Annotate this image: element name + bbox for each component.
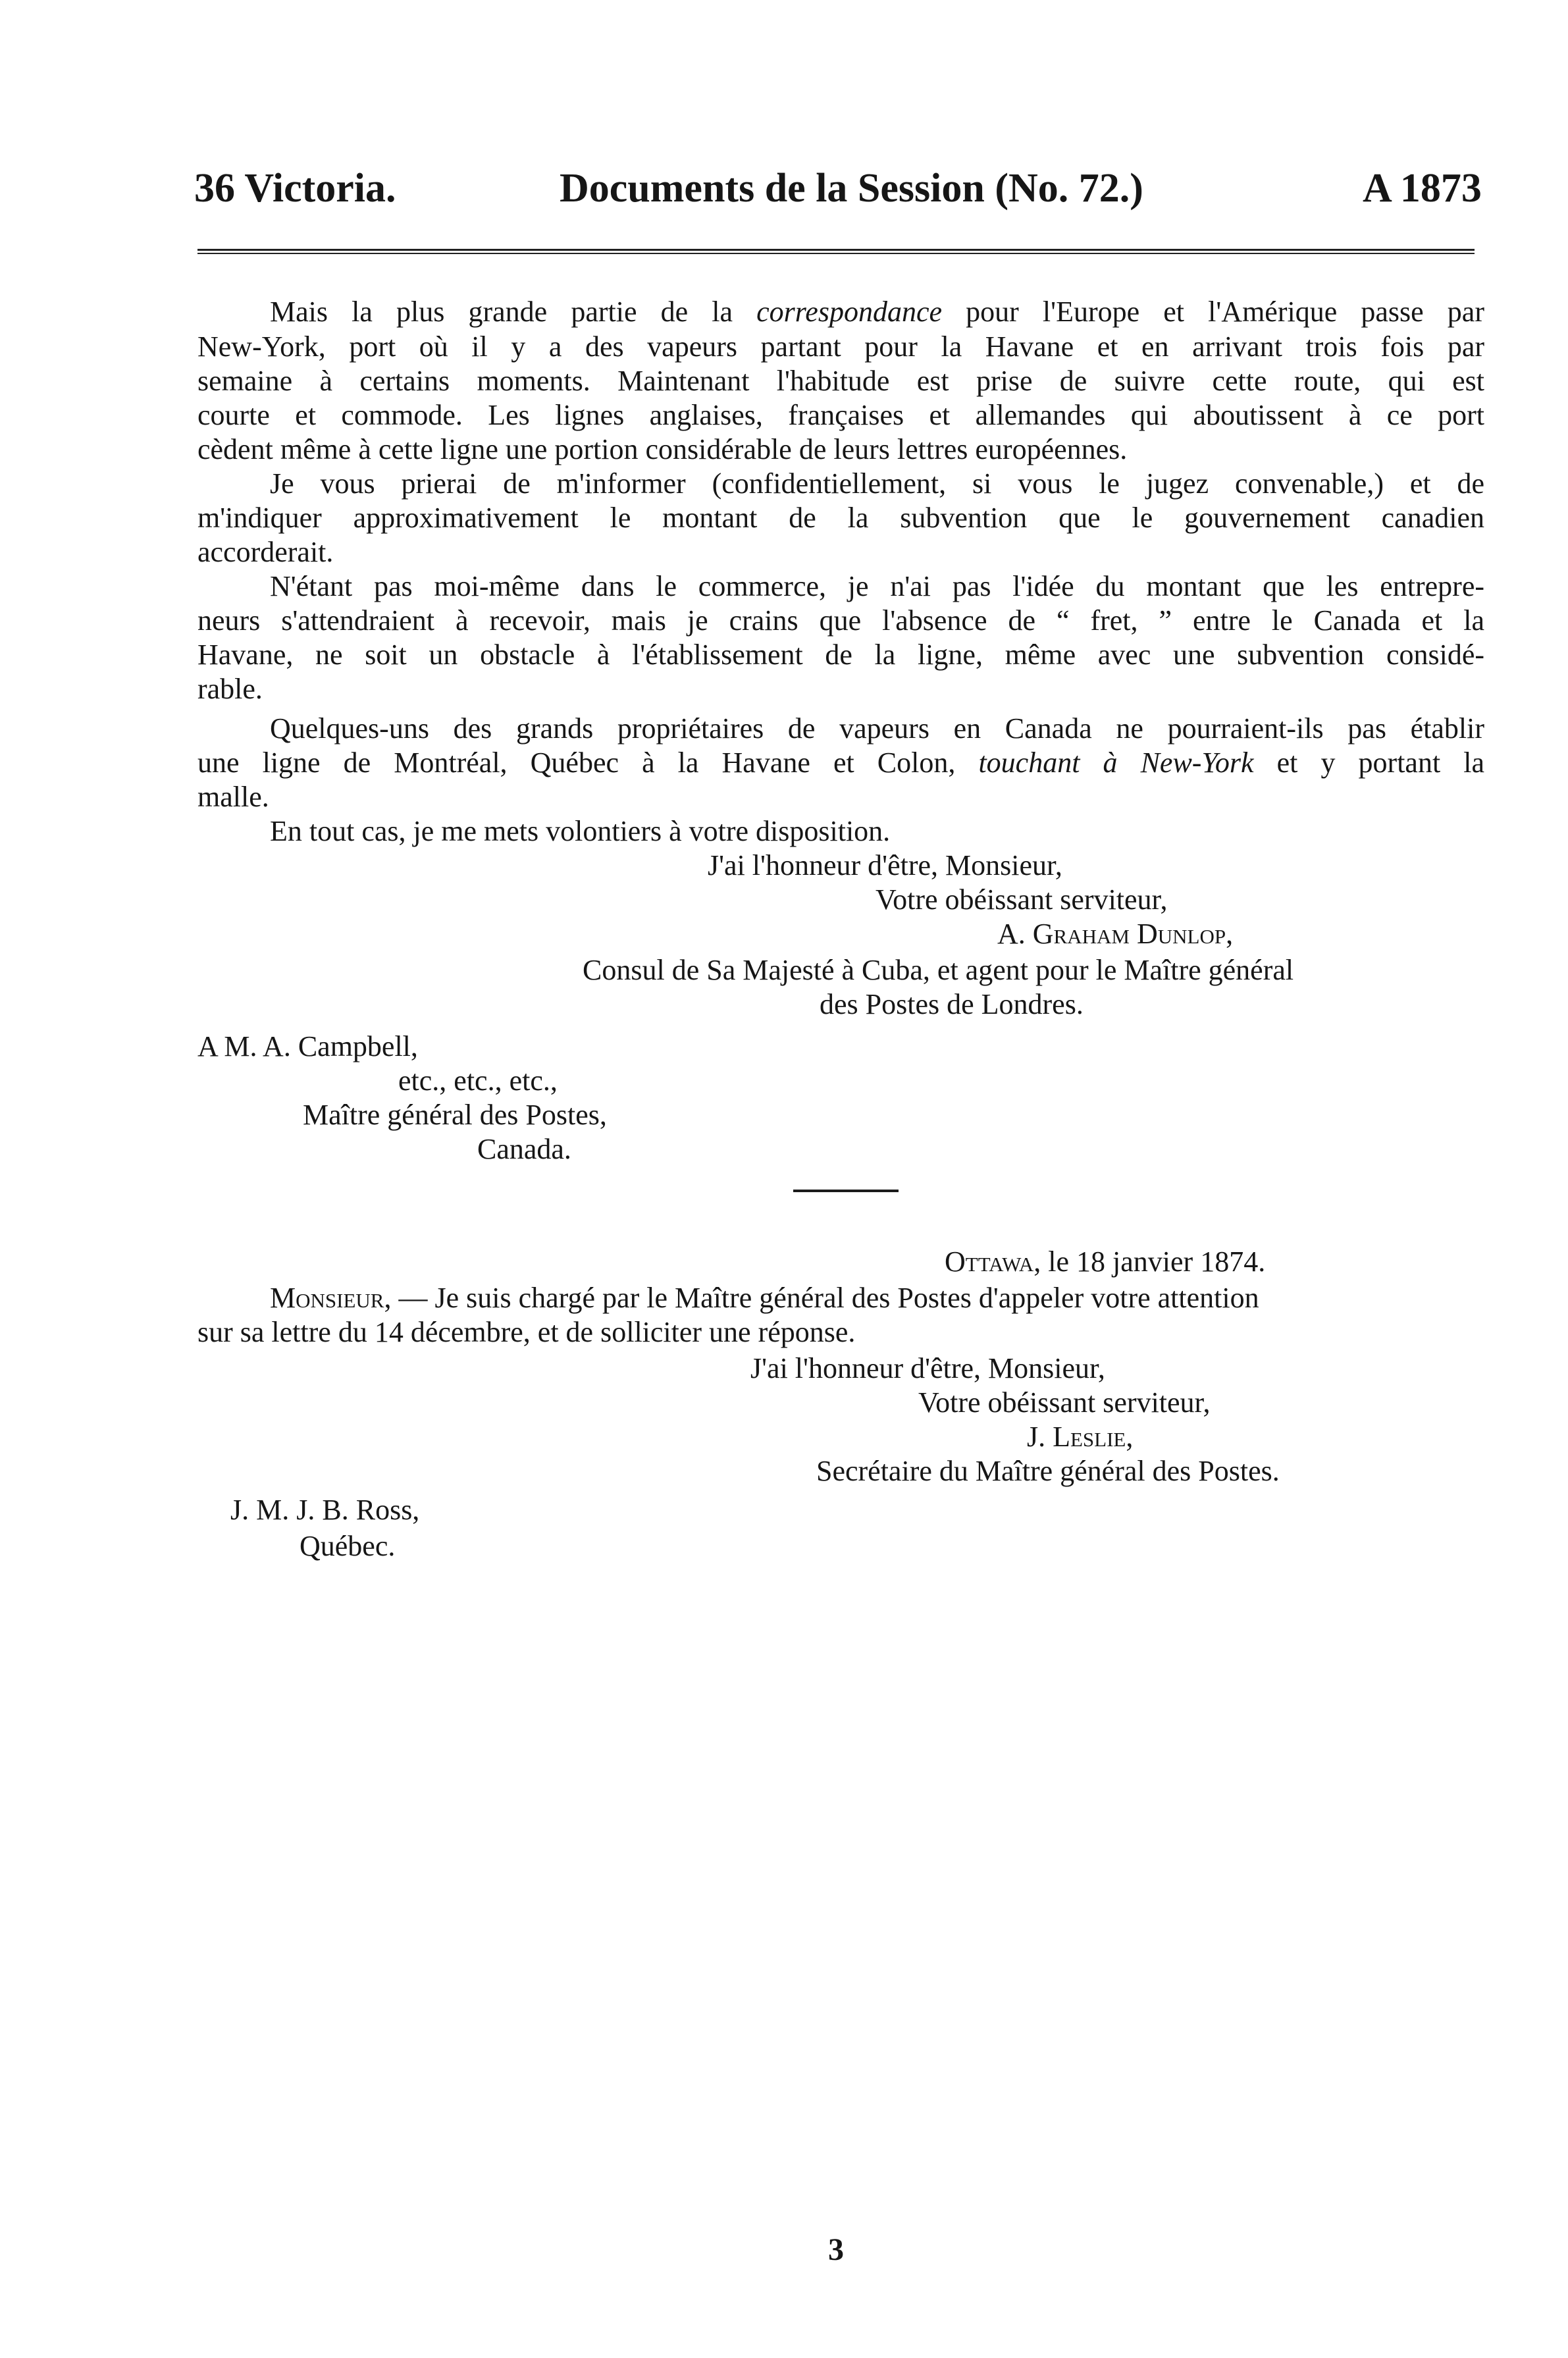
closing-line: J'ai l'honneur d'être, Monsieur, (708, 849, 1062, 881)
header-document-title (560, 168, 1143, 209)
paragraph-line: Quelques-uns des grands propriétaires de vapeurs en Canada ne pourraient-ils pas établir (270, 712, 1484, 745)
paragraph-line: En tout cas, je me mets volontiers à votre disposition. (270, 815, 891, 847)
addressee-line: J. M. J. B. Ross, (230, 1494, 420, 1526)
section-divider (793, 1190, 899, 1192)
header-year: A 1873 (1363, 166, 1482, 211)
header-double-rule (197, 249, 1475, 254)
paragraph-line: sur sa lettre du 14 décembre, et de solliciter une réponse. (197, 1316, 856, 1348)
paragraph-line: Je vous prierai de m'informer (confidentiellement, si vous le jugez convenable,) et de (270, 467, 1484, 500)
signatory-title: des Postes de Londres. (820, 988, 1084, 1020)
place-date: Ottawa, le 18 janvier 1874. (945, 1245, 1266, 1278)
addressee-line: Canada. (477, 1133, 571, 1165)
closing-line: Votre obéissant serviteur, (918, 1386, 1211, 1419)
paragraph-line: New-York, port où il y a des vapeurs partant pour la Havane et en arrivant trois fois par (197, 330, 1484, 363)
signature: A. Graham Dunlop, (997, 918, 1234, 950)
paragraph-line: courte et commode. Les lignes anglaises, françaises et allemandes qui aboutissent à ce port (197, 399, 1484, 431)
paragraph-line: cèdent même à cette ligne une portion considérable de leurs lettres européennes. (197, 433, 1128, 465)
page-number: 3 (828, 2232, 844, 2267)
addressee-line: Québec. (300, 1530, 396, 1562)
addressee-line: A M. A. Campbell, (197, 1030, 418, 1062)
signature: J. Leslie, (1027, 1421, 1134, 1453)
header-document-title-text: Documents de la Session (No. 72.) (560, 166, 1143, 211)
signatory-title: Secrétaire du Maître général des Postes. (816, 1455, 1280, 1487)
paragraph-line: malle. (197, 781, 269, 813)
paragraph-line: rable. (197, 673, 263, 705)
signatory-title: Consul de Sa Majesté à Cuba, et agent pour le Maître général (583, 954, 1294, 986)
paragraph-line: N'étant pas moi-même dans le commerce, je n'ai pas l'idée du montant que les entrepre- (270, 570, 1484, 602)
paragraph-line: semaine à certains moments. Maintenant l'habitude est prise de suivre cette route, qui est (197, 365, 1484, 397)
paragraph-line: une ligne de Montréal, Québec à la Havane et Colon, touchant à New-York et y portant la (197, 747, 1484, 779)
paragraph-line: accorderait. (197, 536, 334, 568)
paragraph-line: Havane, ne soit un obstacle à l'établissement de la ligne, même avec une subvention considé- (197, 639, 1484, 671)
closing-line: J'ai l'honneur d'être, Monsieur, (750, 1352, 1105, 1384)
paragraph-line: Mais la plus grande partie de la correspondance pour l'Europe et l'Amérique passe par (270, 296, 1484, 328)
closing-line: Votre obéissant serviteur, (875, 883, 1168, 916)
paragraph-line: neurs s'attendraient à recevoir, mais je crains que l'absence de “ fret, ” entre le Canada et la (197, 604, 1484, 637)
header-session-year: 36 Victoria. (194, 166, 396, 211)
addressee-line: Maître général des Postes, (303, 1099, 607, 1131)
paragraph-line: Monsieur, — Je suis chargé par le Maître général des Postes d'appeler votre attention (270, 1282, 1259, 1314)
addressee-line: etc., etc., etc., (398, 1064, 558, 1097)
paragraph-line: m'indiquer approximativement le montant de la subvention que le gouvernement canadien (197, 502, 1484, 534)
